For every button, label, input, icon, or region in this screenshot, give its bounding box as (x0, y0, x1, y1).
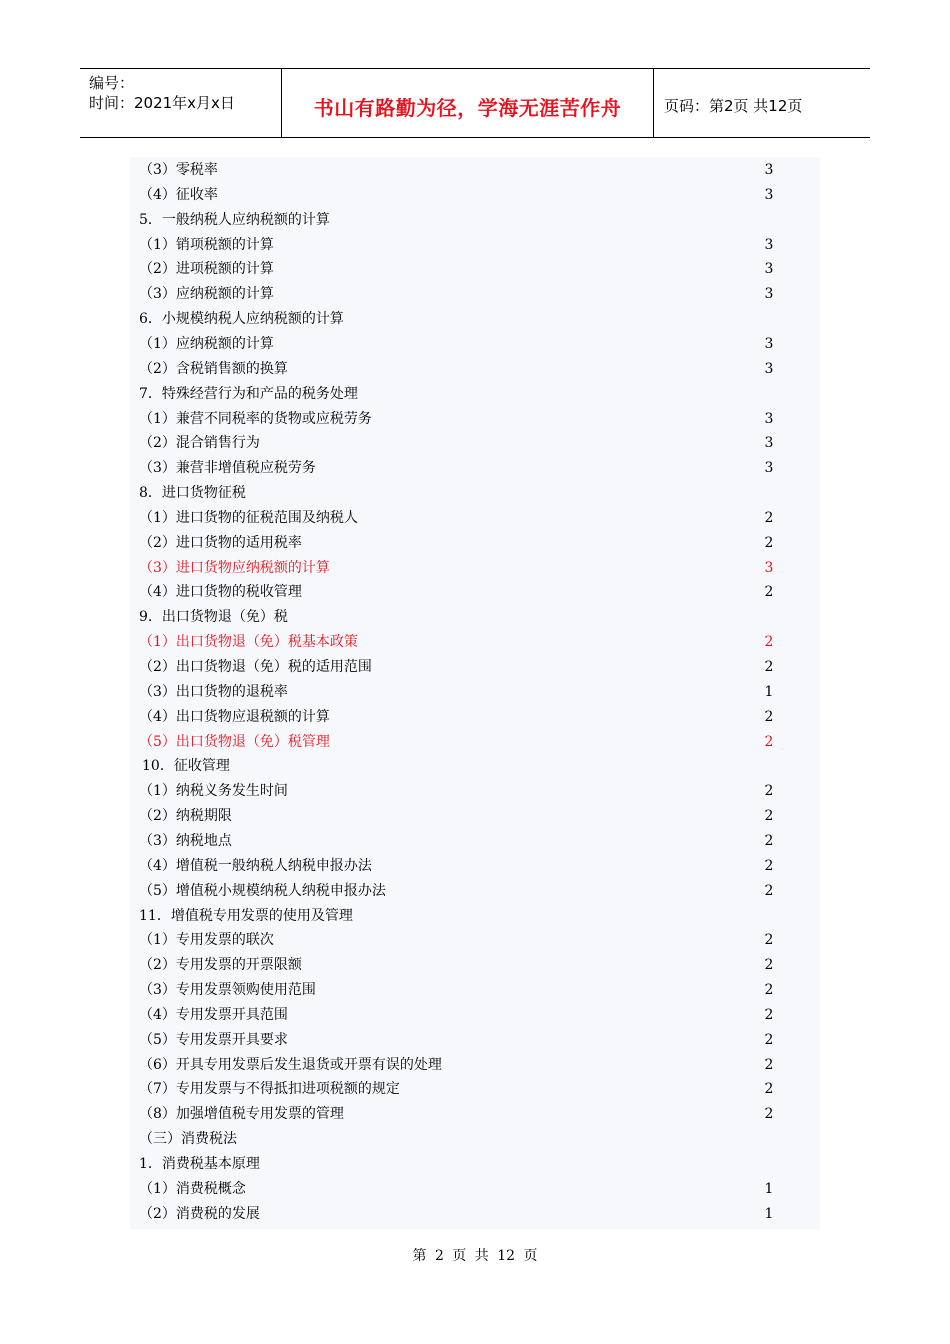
outline-row-hours: 3 (764, 360, 774, 377)
outline-row-hours: 2 (764, 982, 774, 999)
outline-row-text: （3）专用发票领购使用范围 (139, 982, 316, 999)
outline-row-text: （3）出口货物的退税率 (139, 683, 288, 700)
outline-row-text: （1）应纳税额的计算 (139, 335, 274, 352)
outline-row-hours: 1 (764, 1180, 774, 1197)
outline-row-hours: 3 (764, 460, 774, 477)
outline-row (130, 556, 820, 581)
outline-row-hours: 2 (764, 957, 774, 974)
outline-row (130, 1077, 820, 1102)
outline-row-text: （4）增值税一般纳税人纳税申报办法 (139, 857, 372, 874)
outline-row (130, 1102, 820, 1127)
outline-row-text: （8）加强增值税专用发票的管理 (139, 1106, 344, 1123)
outline-row (130, 730, 820, 755)
outline-row (130, 705, 820, 730)
outline-row (130, 382, 820, 407)
outline-row (130, 1003, 820, 1028)
outline-row (130, 257, 820, 282)
outline-row (130, 456, 820, 481)
outline-row (130, 879, 820, 904)
outline-row-text: 8．进口货物征税 (139, 485, 246, 502)
outline-row-text: （4）进口货物的税收管理 (139, 584, 302, 601)
outline-row-hours: 3 (764, 559, 774, 576)
outline-row-text: （1）专用发票的联次 (139, 932, 274, 949)
outline-row-hours: 2 (764, 857, 774, 874)
outline-row (130, 953, 820, 978)
outline-row-text: 11．增值税专用发票的使用及管理 (139, 907, 353, 924)
outline-row-hours: 2 (764, 1031, 774, 1048)
outline-row-hours: 2 (764, 1056, 774, 1073)
outline-row-text: （2）消费税的发展 (139, 1205, 260, 1222)
outline-row-text: （6）开具专用发票后发生退货或开票有误的处理 (139, 1056, 442, 1073)
outline-row (130, 1177, 820, 1202)
outline-row-text: （2）进项税额的计算 (139, 261, 274, 278)
outline-row-text: （1）进口货物的征税范围及纳税人 (139, 509, 358, 526)
outline-row (130, 506, 820, 531)
outline-row-hours: 3 (764, 186, 774, 203)
outline-row (130, 158, 820, 183)
outline-row (130, 531, 820, 556)
outline-row-hours: 2 (764, 659, 774, 675)
outline-row-hours: 1 (764, 1205, 774, 1222)
outline-row (130, 208, 820, 233)
outline-row-text: 5．一般纳税人应纳税额的计算 (139, 211, 330, 228)
outline-row (130, 829, 820, 854)
outline-row-text: （5）增值税小规模纳税人纳税申报办法 (139, 882, 386, 899)
outline-row (130, 804, 820, 829)
outline-row (130, 1127, 820, 1152)
outline-row-text: （3）纳税地点 (139, 832, 232, 849)
outline-row-hours: 3 (764, 261, 774, 278)
outline-row-text: （1）兼营不同税率的货物或应税劳务 (139, 410, 372, 427)
outline-row-text: （1）纳税义务发生时间 (139, 783, 288, 800)
outline-row-hours: 2 (764, 832, 774, 849)
outline-row-text: （3）兼营非增值税应税劳务 (139, 460, 316, 477)
outline-row-hours: 3 (764, 435, 774, 452)
outline-row-hours: 3 (764, 335, 774, 352)
outline-row-text: （1）出口货物退（免）税基本政策 (139, 634, 358, 651)
outline-row-text: （1）销项税额的计算 (139, 236, 274, 253)
outline-row-text: （2）进口货物的适用税率 (139, 534, 302, 551)
outline-row (130, 282, 820, 307)
outline-row-text: （1）消费税概念 (139, 1180, 246, 1197)
outline-row-hours: 2 (764, 1081, 774, 1098)
outline-row (130, 1028, 820, 1053)
outline-row (130, 630, 820, 655)
outline-row-text: （3）应纳税额的计算 (139, 286, 274, 303)
outline-row-hours: 2 (764, 634, 774, 651)
outline-row (130, 407, 820, 432)
outline-row (130, 233, 820, 258)
outline-row-text: 6．小规模纳税人应纳税额的计算 (139, 311, 344, 328)
outline-row-hours: 2 (764, 708, 774, 725)
outline-row-text: （3）零税率 (139, 162, 218, 178)
outline-row-hours: 1 (764, 683, 774, 700)
page-header (80, 68, 870, 138)
outline-row-hours: 2 (764, 584, 774, 601)
outline-row-text: （2）出口货物退（免）税的适用范围 (139, 659, 372, 675)
outline-row-text: （5）出口货物退（免）税管理 (139, 733, 330, 750)
document-time-label: 时间：2021年x月x日 (89, 94, 235, 112)
outline-row (130, 1053, 820, 1078)
outline-row (130, 928, 820, 953)
outline-row-text: （三）消费税法 (139, 1131, 237, 1148)
outline-row (130, 854, 820, 879)
outline-row-hours: 3 (764, 286, 774, 303)
outline-row (130, 481, 820, 506)
outline-row (130, 754, 820, 779)
outline-row-text: （4）出口货物应退税额的计算 (139, 708, 330, 725)
outline-row (130, 580, 820, 605)
outline-row-hours: 2 (764, 1106, 774, 1123)
outline-row-hours: 2 (764, 733, 774, 750)
outline-row (130, 978, 820, 1003)
document-number-label: 编号： (89, 74, 135, 92)
outline-list (130, 157, 820, 1229)
outline-row (130, 680, 820, 705)
outline-row (130, 307, 820, 332)
header-motto: 书山有路勤为径，学海无涯苦作舟 (282, 69, 654, 137)
outline-row-text: （4）征收率 (139, 186, 218, 203)
outline-row-hours: 3 (764, 162, 774, 178)
outline-row (130, 655, 820, 680)
outline-row-text: （2）纳税期限 (139, 808, 232, 825)
outline-row-text: （2）专用发票的开票限额 (139, 957, 302, 974)
outline-row (130, 779, 820, 804)
outline-row-text: 7．特殊经营行为和产品的税务处理 (139, 385, 358, 402)
outline-row (130, 904, 820, 929)
outline-row (130, 1202, 820, 1227)
header-page-label: 页码：第2页 共12页 (664, 96, 803, 115)
outline-row-text: （2）混合销售行为 (139, 435, 260, 452)
outline-row-hours: 2 (764, 509, 774, 526)
outline-row-hours: 2 (764, 808, 774, 825)
outline-row-hours: 2 (764, 932, 774, 949)
outline-row-text: 1．消费税基本原理 (139, 1156, 260, 1172)
outline-row-text: （7）专用发票与不得抵扣进项税额的规定 (139, 1081, 400, 1098)
outline-row (130, 431, 820, 456)
outline-row-text: （5）专用发票开具要求 (139, 1031, 288, 1048)
outline-row (130, 332, 820, 357)
outline-row (130, 1152, 820, 1177)
outline-row-hours: 2 (764, 882, 774, 899)
outline-row-text: （2）含税销售额的换算 (139, 360, 288, 377)
outline-row-hours: 2 (764, 534, 774, 551)
outline-row-text: （3）进口货物应纳税额的计算 (139, 559, 330, 576)
outline-row-text: （4）专用发票开具范围 (139, 1006, 288, 1023)
outline-row-text: 9．出口货物退（免）税 (139, 609, 288, 626)
outline-row-hours: 2 (764, 1006, 774, 1023)
outline-row (130, 183, 820, 208)
outline-row (130, 605, 820, 630)
outline-row-text: 10．征收管理 (142, 758, 230, 775)
page-footer: 第 2 页 共 12 页 (412, 1248, 538, 1264)
outline-row (130, 357, 820, 382)
header-meta (80, 69, 282, 137)
outline-row-hours: 3 (764, 236, 774, 253)
outline-row-hours: 3 (764, 410, 774, 427)
outline-row-hours: 2 (764, 783, 774, 800)
